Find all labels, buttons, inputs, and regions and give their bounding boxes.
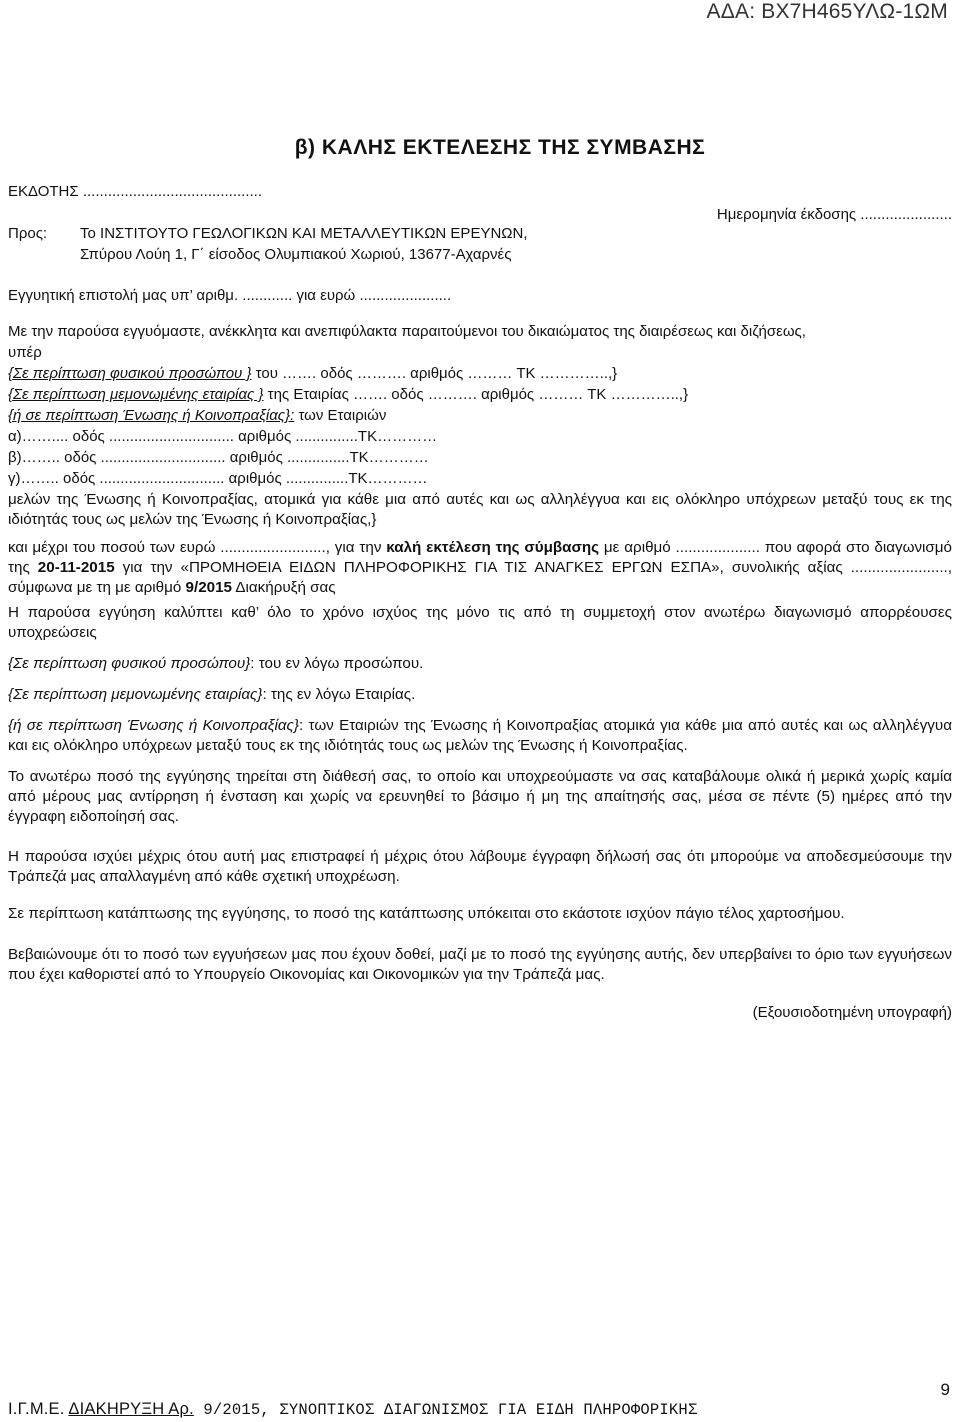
member-c-line: γ)…….. οδός .............................. αριθμός ...............ΤΚ………… (8, 470, 428, 487)
page-number: 9 (940, 1380, 950, 1399)
footer: Ι.Γ.Μ.Ε. ΔΙΑΚΗΡΥΞΗ Αρ. 9/2015, ΣΥΝΟΠΤΙΚΟΣ ΔΙΑΓΩΝΙΣΜΟΣ ΓΙΑ ΕΙΔΗ ΠΛΗΡΟΦΟΡΙΚΗΣ (8, 1400, 698, 1419)
union-label: {ή σε περίπτωση Ένωσης ή Κοινοπραξίας}: (8, 407, 295, 424)
document-title: β) ΚΑΛΗΣ ΕΚΤΕΛΕΣΗΣ ΤΗΣ ΣΥΜΒΑΣΗΣ (294, 136, 706, 159)
intro-line-1: Με την παρούσα εγγυόμαστε, ανέκκλητα και ανεπιφύλακτα παραιτούμενοι του δικαιώματος της διαιρέσεως και διζήσεως, (8, 323, 806, 340)
coverage-paragraph: Η παρούσα εγγύηση καλύπτει καθ’ όλο το χρόνο ισχύος της μόνο τις από τη συμμετοχή στον ανωτέρω διαγωνισμό απορρέουσες υποχρεώσεις (8, 604, 952, 641)
tender-date: 20-11-2015 (37, 559, 115, 576)
company-line: {Σε περίπτωση μεμονωμένης εταιρίας } της Εταιρίας ……. οδός ………. αριθμός ……… ΤΚ …………..,} (8, 386, 689, 403)
company-label: {Σε περίπτωση μεμονωμένης εταιρίας } (8, 386, 264, 403)
certification-paragraph: Βεβαιώνουμε ότι το ποσό των εγγυήσεων μας που έχουν δοθεί, μαζί με το ποσό της εγγύησης αυτής, δεν υπερβαίνει το όριο των εγγυήσεων που έχει καθοριστεί από το Υπουργείο Οικονομίας και Οικονομικών για την Τράπεζά μας. (8, 946, 952, 983)
footer-declaration: ΔΙΑΚΗΡΥΞΗ Αρ. (68, 1400, 194, 1418)
intro-line-2: υπέρ (8, 344, 42, 361)
to-label: Προς: (8, 225, 48, 242)
member-b-line: β)…….. οδός .............................. αριθμός ...............ΤΚ………… (8, 449, 429, 466)
forfeit-paragraph: Σε περίπτωση κατάπτωσης της εγγύησης, το ποσό της κατάπτωσης υπόκειται στο εκάστοτε ισχύον πάγιο τέλος χαρτοσήμου. (8, 905, 845, 922)
natural-person-clause: {Σε περίπτωση φυσικού προσώπου}: του εν λόγω προσώπου. (8, 655, 424, 672)
validity-paragraph: Η παρούσα ισχύει μέχρις ότου αυτή μας επιστραφεί ή μέχρις ότου λάβουμε έγγραφη δήλωσή σας ότι μπορούμε να αποδεσμεύσουμε την Τράπεζά μας απαλλαγμένη από κάθε σχετική υποχρέωση. (8, 848, 952, 885)
performance-emphasis: καλή εκτέλεση της σύμβασης (386, 539, 600, 556)
union-line: {ή σε περίπτωση Ένωσης ή Κοινοπραξίας}: των Εταιριών (8, 407, 387, 424)
signature-line: (Εξουσιοδοτημένη υπογραφή) (752, 1004, 952, 1021)
natural-person-label: {Σε περίπτωση φυσικού προσώπου } (8, 365, 252, 382)
company-clause: {Σε περίπτωση μεμονωμένης εταιρίας}: της εν λόγω Εταιρίας. (8, 686, 416, 703)
recipient-line-1: Το ΙΝΣΤΙΤΟΥΤΟ ΓΕΩΛΟΓΙΚΩΝ ΚΑΙ ΜΕΤΑΛΛΕΥΤΙΚΩΝ ΕΡΕΥΝΩΝ, (80, 225, 528, 242)
amount-paragraph: και μέχρι του ποσού των ευρώ ........................., για την καλή εκτέλεση της σύμβασης με αριθμό .................... που αφορά στο διαγωνισμό της 20-11-2015 για την «ΠΡΟΜΗΘΕΙΑ ΕΙΔΩΝ ΠΛΗΡΟΦΟΡΙΚΗΣ ΓΙΑ ΤΙΣ ΑΝΑΓΚΕΣ ΕΡΓΩΝ ΕΣΠΑ», συνολικής αξίας ......................., σύμφωνα με τη με αριθμό 9/2015 Διακήρυξή σας (8, 539, 952, 596)
issue-date: Ημερομηνία έκδοσης ...................... (716, 206, 952, 223)
payment-paragraph: Το ανωτέρω ποσό της εγγύησης τηρείται στη διάθεσή σας, το οποίο και υποχρεούμαστε να σας καταβάλουμε ολικά ή μερικά χωρίς καμία από μέρους μας αντίρρηση ή ένσταση και χωρίς να ερευνηθεί το βάσιμο ή μη της απαίτησής σας, μέσα σε πέντε (5) ημέρες από την έγγραφη ειδοποίησή σας. (8, 768, 952, 825)
ada-code: ΑΔΑ: ΒΧ7Η465ΥΛΩ-1ΩΜ (706, 0, 948, 23)
recipient-line-2: Σπύρου Λούη 1, Γ΄ είσοδος Ολυμπιακού Χωριού, 13677-Αχαρνές (80, 246, 512, 263)
member-a-line: α)…….... οδός .............................. αριθμός ...............ΤΚ………… (8, 428, 438, 445)
declaration-number: 9/2015 (185, 579, 232, 596)
members-note: μελών της Ένωσης ή Κοινοπραξίας, ατομικά για κάθε μια από αυτές και ως αλληλέγγυα και εις ολόκληρο υπόχρεων μεταξύ τους εκ της ιδιότητάς τους ως μελών της Ένωσης ή Κοινοπραξίας,} (8, 491, 952, 528)
issuer-label: ΕΚΔΟΤΗΣ ........................................... (8, 183, 263, 200)
union-clause: {ή σε περίπτωση Ένωσης ή Κοινοπραξίας}: των Εταιριών της Ένωσης ή Κοινοπραξίας ατομικά για κάθε μια από αυτές και ως αλληλέγγυα και εις ολόκληρο υπόχρεων μεταξύ τους εκ της ιδιότητάς τους ως μελών της Ένωσης ή Κοινοπραξίας. (8, 717, 952, 754)
natural-person-line: {Σε περίπτωση φυσικού προσώπου } του ……. οδός ………. αριθμός ……… ΤΚ …………..,} (8, 365, 618, 382)
guarantee-reference: Εγγυητική επιστολή μας υπ’ αριθμ. ............ για ευρώ ...................... (8, 287, 452, 304)
